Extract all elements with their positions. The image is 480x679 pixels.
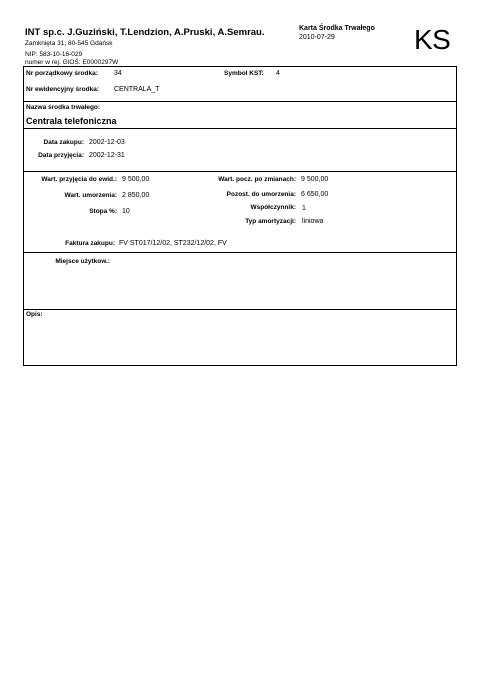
wart-przyjecia-label: Wart. przyjęcia do ewid.: <box>41 176 117 183</box>
wspolczynnik-value: 1 <box>302 205 306 212</box>
symbol-kst-value: 4 <box>276 70 280 77</box>
asset-name-value: Centrala telefoniczna <box>26 116 117 126</box>
divider <box>24 101 456 102</box>
nr-ewidencyjny-value: CENTRALA_T <box>114 86 160 93</box>
symbol-kst-label: Symbol KST: <box>224 70 264 77</box>
company-nip: NIP: 583-10-16-029 <box>25 51 83 58</box>
typ-amortyzacji-label: Typ amortyzacji: <box>245 218 296 225</box>
nr-porzadkowy-value: 34 <box>114 70 122 77</box>
faktura-label: Faktura zakupu: <box>65 240 115 247</box>
wart-umorzenia-value: 2 850,00 <box>122 192 150 199</box>
pozost-label: Pozost. do umorzenia: <box>226 191 296 198</box>
company-gios: numer w rej. GIOŚ: E0000297W <box>25 59 119 66</box>
data-zakupu-value: 2002-12-03 <box>89 139 125 146</box>
divider <box>24 128 456 129</box>
wart-umorzenia-label: Wart. umorzenia: <box>64 192 117 199</box>
asset-name-label: Nazwa środka trwałego: <box>26 104 101 111</box>
wart-pocz-label: Wart. pocz. po zmianach: <box>218 176 296 183</box>
data-przyjecia-value: 2002-12-31 <box>89 152 125 159</box>
miejsce-uzytkowania-label: Miejsce użytkow.: <box>55 258 110 265</box>
wart-pocz-value: 9 500,00 <box>301 176 329 183</box>
data-przyjecia-label: Data przyjęcia: <box>38 152 84 159</box>
document-type: Karta Środka Trwałego <box>299 25 375 32</box>
data-zakupu-label: Data zakupu: <box>43 139 84 146</box>
divider <box>24 309 456 310</box>
pozost-value: 6 650,00 <box>301 191 329 198</box>
document-date: 2010-07-29 <box>299 34 335 41</box>
divider <box>24 171 456 172</box>
opis-label: Opis: <box>26 311 43 318</box>
document-code: KS <box>414 24 451 55</box>
nr-porzadkowy-label: Nr porządkowy środka: <box>26 70 98 77</box>
asset-card-form <box>23 66 457 366</box>
typ-amortyzacji-value: liniowa <box>302 218 324 225</box>
stopa-value: 10 <box>122 208 130 215</box>
wspolczynnik-label: Współczynnik: <box>250 204 296 211</box>
stopa-label: Stopa %: <box>89 208 117 215</box>
wart-przyjecia-value: 9 500,00 <box>122 176 150 183</box>
company-address: Zamknięta 31, 80-545 Gdańsk <box>25 40 113 47</box>
divider <box>24 252 456 253</box>
company-name: INT sp.c. J.Guziński, T.Lendzion, A.Pruski, A.Semrau. <box>25 27 265 38</box>
faktura-value: FV ST017/12/02, ST232/12/02, FV <box>119 240 227 247</box>
nr-ewidencyjny-label: Nr ewidencyjny środka: <box>26 86 99 93</box>
